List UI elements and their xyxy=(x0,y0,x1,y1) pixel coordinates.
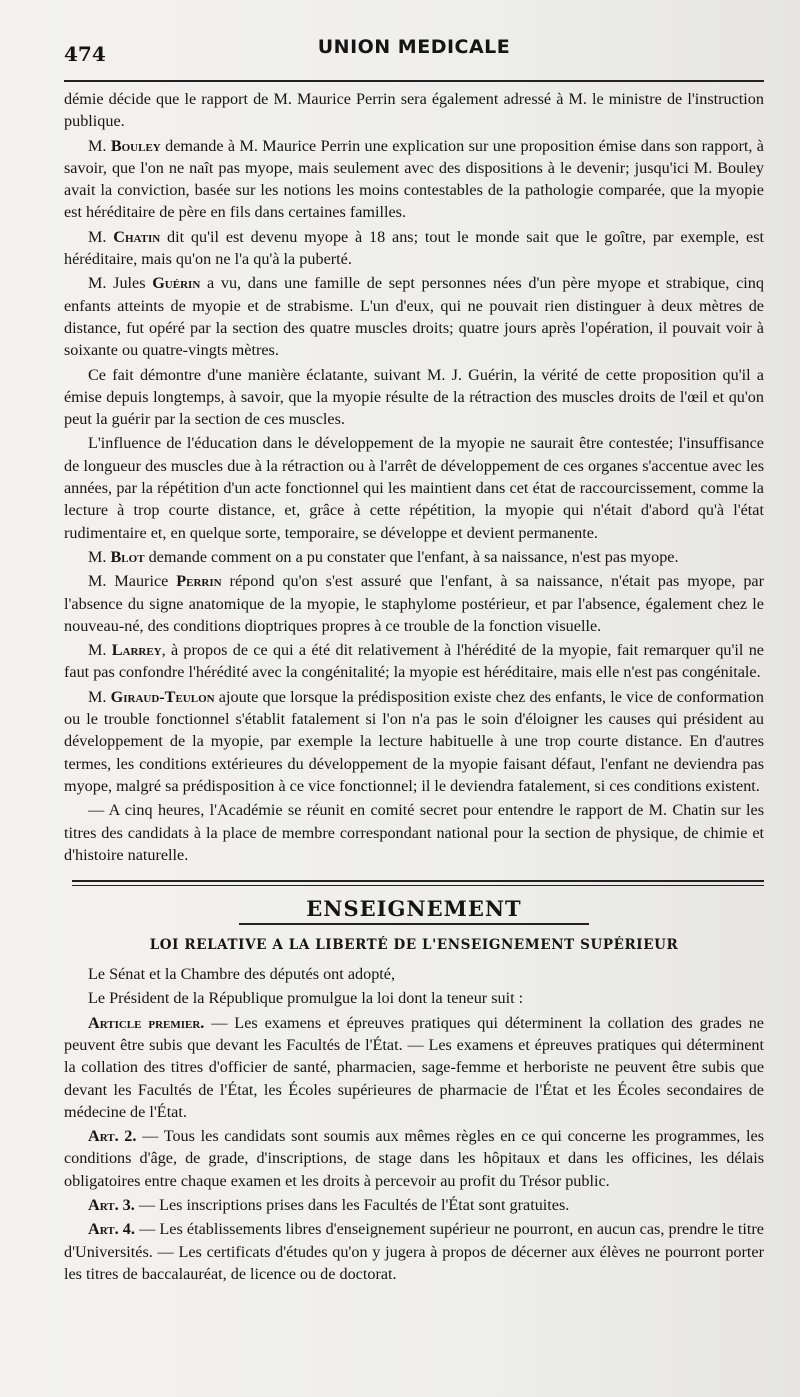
article-label: Art. 2. xyxy=(88,1127,137,1146)
paragraph-chatin xyxy=(64,226,764,271)
paragraph-perrin xyxy=(64,570,764,637)
paragraph-text: dit qu'il est devenu myope à 18 ans; tout le monde sait que le goître, par exemple, est héréditaire, mais qu'on ne l'a qu'à la puberté. xyxy=(64,227,764,269)
paragraph-text: — A cinq heures, l'Académie se réunit en comité secret pour entendre le rapport de M. Chatin sur les titres des candidats à la place de membre correspondant national pour la section de physique, de chimie et d'histoire naturelle. xyxy=(64,801,764,864)
article-label: Art. 3. xyxy=(88,1196,135,1215)
paragraph-guerin xyxy=(64,272,764,361)
law-preamble-2 xyxy=(64,987,764,1009)
speaker-name: Chatin xyxy=(113,227,161,246)
speaker-prefix: M. xyxy=(88,547,111,566)
paragraph-text: , à propos de ce qui a été dit relativement à l'hérédité de la myopie, fait remarquer qu'il ne faut pas confondre l'hérédité avec la congénitalité; la myopie est héréditaire, mais elle n'est pas congénitale. xyxy=(64,641,764,682)
paragraph-text: demande à M. Maurice Perrin une explication sur une proposition émise dans son rapport, à savoir, que l'on ne naît pas myope, mais seulement avec des dispositions à le devenir; jusqu'ici M. Bouley avait la conviction, basée sur les notions les moins contestables de la pathologie comparée, que la myopie est héréditaire de père en fils dans certaines familles. xyxy=(64,136,764,222)
paragraph-text: — Les inscriptions prises dans les Facultés de l'État sont gratuites. xyxy=(134,1196,570,1215)
section-divider xyxy=(72,880,764,886)
paragraph-text: Le Président de la République promulgue la loi dont la teneur suit : xyxy=(88,989,524,1008)
speaker-prefix: M. xyxy=(88,136,111,155)
speaker-name: Bouley xyxy=(110,136,161,155)
paragraph-blot xyxy=(64,546,764,568)
section-title-underline xyxy=(239,923,589,925)
paragraph-text: démie décide que le rapport de M. Maurice Perrin sera également adressé à M. le ministre de l'instruction publique. xyxy=(64,90,764,131)
header-rule xyxy=(64,80,764,82)
speaker-prefix: M. xyxy=(88,227,114,246)
paragraph-text: Ce fait démontre d'une manière éclatante, suivant M. J. Guérin, la vérité de cette proposition qu'il a émise depuis longtemps, à savoir, que la myopie résulte de la rétraction des muscles droits de l'œil et qu'on peut la guérir par la section de ces muscles. xyxy=(64,365,764,429)
paragraph-giraud-teulon xyxy=(64,686,764,797)
speaker-name: Giraud-Teulon xyxy=(110,687,215,706)
law-text xyxy=(64,963,764,1285)
speaker-prefix: M. Maurice xyxy=(88,572,177,591)
speaker-prefix: M. xyxy=(88,687,111,706)
paragraph-text: répond qu'on s'est assuré que l'enfant, à sa naissance, n'était pas myope, par l'absence du signe anatomique de la myopie, le staphylome postérieur, et par l'absence, également chez le nouveau-né, des conditions dioptriques propres à ce trouble de la fonction visuelle. xyxy=(64,572,764,635)
speaker-name: Larrey xyxy=(111,641,162,660)
paragraph-text: — Les examens et épreuves pratiques qui déterminent la collation des grades ne peuvent être subis que devant les Facultés de l'État. — Les examens et épreuves pratiques qui déterminent la collation des titres d'officier de santé, pharmacien, sage-femme et herboriste ne peuvent être subis que devant les Facultés de l'État, les Écoles supérieures de pharmacie de l'État et les Écoles secondaires de médecine de l'État. xyxy=(64,1013,764,1121)
speaker-name: Perrin xyxy=(176,572,222,591)
paragraph-text: — Les établissements libres d'enseignement supérieur ne pourront, en aucun cas, prendre le titre d'Universités. — Les certificats d'études qu'on y jugera à propos de décerner aux élèves ne pourront porter les titres de baccalauréat, de licence ou de doctorat. xyxy=(64,1220,764,1283)
law-article-4 xyxy=(64,1218,764,1285)
paragraph-guerin-continued xyxy=(64,364,764,431)
law-article-2 xyxy=(64,1125,764,1192)
section-title: ENSEIGNEMENT xyxy=(306,896,522,922)
law-title: LOI RELATIVE A LA LIBERTÉ DE L'ENSEIGNEMENT SUPÉRIEUR xyxy=(149,937,679,954)
paragraph-text: demande comment on a pu constater que l'enfant, à sa naissance, n'est pas myope. xyxy=(144,547,679,566)
article-label: Art. 4. xyxy=(88,1220,135,1239)
paragraph-text: — Tous les candidats sont soumis aux mêmes règles en ce qui concerne les programmes, les conditions d'âge, de grade, d'inscriptions, de stage dans les hôpitaux et dans les officines, les délais obligatoires entre chaque examen et les droits à percevoir au profit du Trésor public. xyxy=(64,1127,764,1190)
paragraph-comite-secret xyxy=(64,799,764,866)
page-number: 474 xyxy=(64,42,106,66)
law-article-3 xyxy=(64,1194,764,1216)
running-head xyxy=(64,34,764,74)
speaker-name: Guérin xyxy=(152,274,201,293)
paragraph-text: a vu, dans une famille de sept personnes nées d'un père myope et strabique, cinq enfants atteints de myopie et de strabisme. L'un d'eux, qui ne pouvait rien distinguer à deux mètres de distance, fut opéré par la section des quatre muscles droits; quatre jours après l'opération, il pouvait voir à soixante ou quatre-vingts mètres. xyxy=(64,274,764,360)
paragraph-text: Le Sénat et la Chambre des députés ont adopté, xyxy=(88,965,396,984)
academy-proceedings xyxy=(64,88,764,866)
law-preamble-1 xyxy=(64,963,764,985)
speaker-name: Blot xyxy=(110,547,145,566)
paragraph-education xyxy=(64,432,764,543)
paragraph-larrey xyxy=(64,639,764,684)
paragraph-bouley xyxy=(64,135,764,224)
speaker-prefix: M. xyxy=(88,641,112,660)
speaker-prefix: M. Jules xyxy=(88,274,153,293)
article-label: Article premier. xyxy=(88,1013,205,1032)
journal-title: UNION MEDICALE xyxy=(317,36,511,58)
paragraph-text: L'influence de l'éducation dans le développement de la myopie ne saurait être contestée; l'insuffisance de longueur des muscles due à la rétraction ou à l'arrêt de développement de ces organes s'accentue avec les années, par la répétition d'un acte fonctionnel qui les maintient dans cet état de raccourcissement, comme la lecture à trop courte distance, et, grâce à cette répétition, la myopie qui n'était d'abord qu'à l'état rudimentaire et, en quelque sorte, temporaire, se développe et devient permanente. xyxy=(64,434,764,542)
law-article-1 xyxy=(64,1012,764,1123)
paragraph-text: ajoute que lorsque la prédisposition existe chez des enfants, le vice de conformation ou le trouble fonctionnel s'établit fatalement si l'on n'a pas le soin d'éloigner les causes qui président au développement de la myopie, par exemple la lecture habituelle à une trop courte distance. En d'autres termes, les conditions extérieures du développement de la myopie faisant défaut, l'enfant ne deviendra pas myope, malgré sa prédisposition à ce vice fonctionnel; il le deviendra fatalement, si ces conditions existent. xyxy=(64,687,764,795)
paragraph-continuation xyxy=(64,88,764,133)
